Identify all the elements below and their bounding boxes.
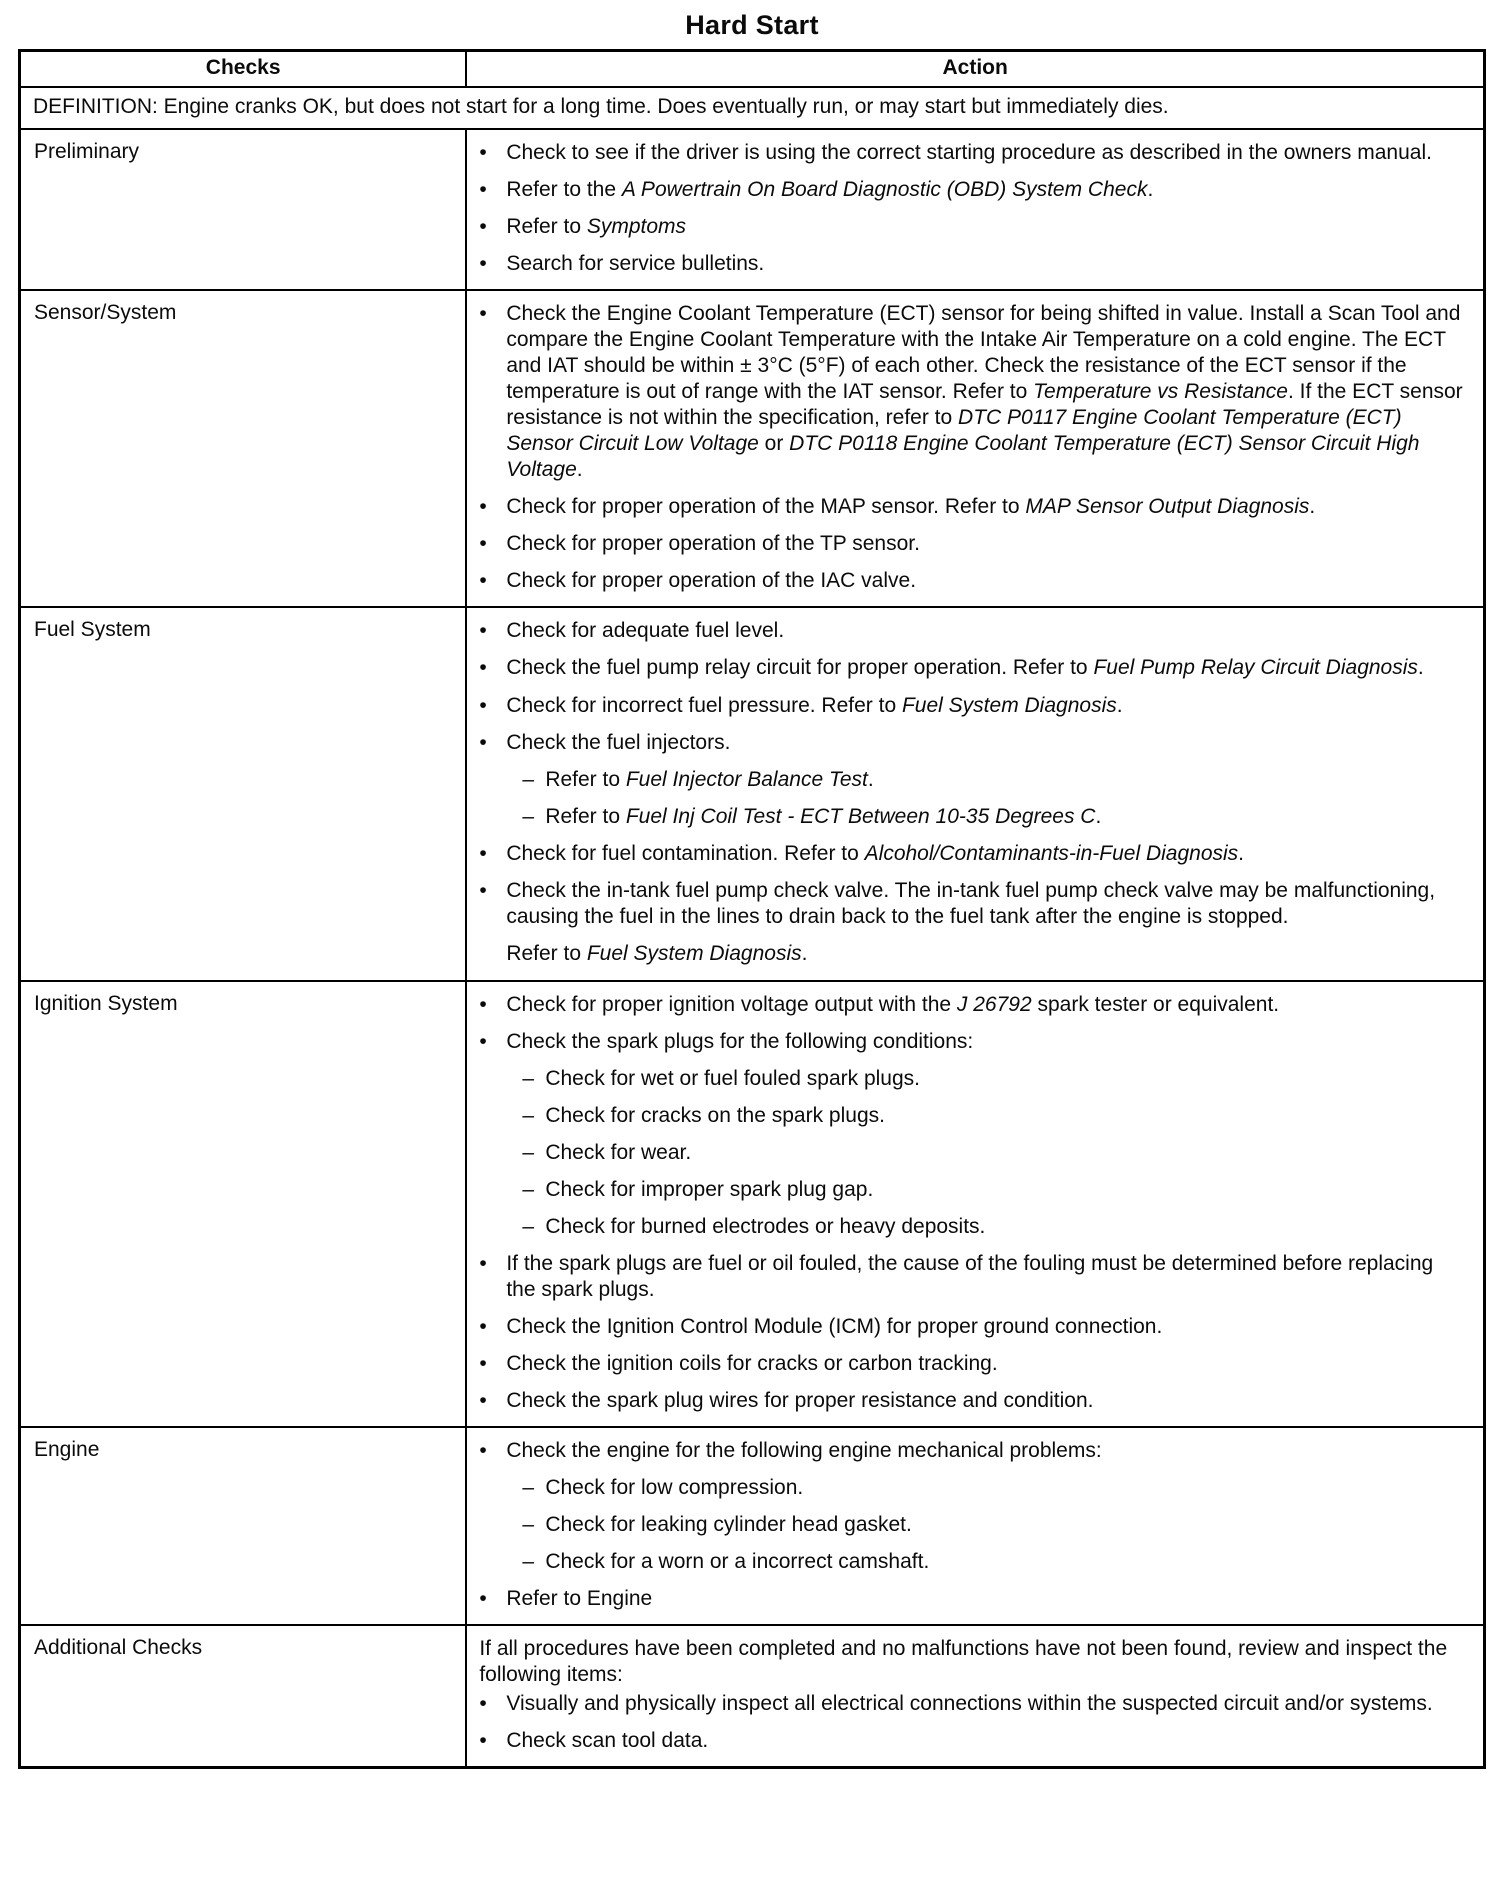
action-text: Check for improper spark plug gap.: [545, 1177, 874, 1201]
bullet-icon: •: [479, 1352, 487, 1376]
action-text: Check to see if the driver is using the correct starting procedure as described in the owners manual.: [506, 141, 1432, 164]
bullet-icon: •: [479, 1029, 487, 1053]
action-item: [479, 1586, 1467, 1612]
action-item: [479, 1691, 1467, 1717]
bullet-icon: •: [479, 693, 487, 717]
italic-reference: Fuel Pump Relay Circuit Diagnosis: [1093, 656, 1418, 680]
dash-icon: –: [522, 1140, 534, 1164]
bullet-icon: •: [479, 656, 487, 680]
action-item: [479, 177, 1467, 203]
table-row: [20, 607, 1485, 980]
action-text: Check for wear.: [545, 1140, 692, 1164]
action-text: Check the in-tank fuel pump check valve. The in-tank fuel pump check valve may be malfunctioning, causing the fuel in the lines to drain back to the fuel tank after the engine is stopped.: [506, 878, 1436, 928]
italic-reference: Alcohol/Contaminants-in-Fuel Diagnosis: [864, 841, 1239, 865]
action-item: [479, 531, 1467, 557]
action-item: [479, 1636, 1467, 1688]
action-text: Check the Engine Coolant Temperature (ECT) sensor for being shifted in value. Install a Scan Tool and compare the Engine Coolant Temperature with the Intake Air Temperature on a cold engine. The ECT and IAT should be within ± 3°C (5°F) of each other. Check the resistance of the ECT sensor if the temperature is out of range with the IAT sensor. Refer to Temperature vs Resistance. If the ECT sensor resistance is not within the specification, refer to DTC P0117 Engine Coolant Temperature (ECT) Sensor Circuit Low Voltage or DTC P0118 Engine Coolant Temperature (ECT) Sensor Circuit High Voltage.: [506, 302, 1463, 482]
italic-reference: Fuel Inj Coil Test - ECT Between 10-35 Degrees C: [625, 804, 1096, 828]
bullet-icon: •: [479, 569, 487, 593]
action-text: Check for incorrect fuel pressure. Refer to Fuel System Diagnosis.: [506, 693, 1123, 717]
dash-icon: –: [522, 1103, 534, 1127]
action-item: [479, 992, 1467, 1018]
action-text: Check the spark plugs for the following conditions:: [506, 1029, 974, 1053]
bullet-icon: •: [479, 992, 487, 1016]
action-item: [479, 1251, 1467, 1303]
definition-row: [20, 87, 1485, 129]
action-cell: [466, 290, 1484, 607]
column-header-checks: Checks: [20, 51, 467, 88]
action-cell: [466, 129, 1484, 290]
action-item: [479, 693, 1467, 719]
dash-icon: –: [522, 1214, 534, 1238]
action-sub-item: [522, 1214, 1467, 1240]
action-text: Check for proper operation of the TP sensor.: [506, 532, 920, 556]
header-row: [20, 51, 1485, 88]
italic-reference: A Powertrain On Board Diagnostic (OBD) System Check: [621, 178, 1148, 202]
dash-icon: –: [522, 1550, 534, 1574]
action-text: Check for low compression.: [545, 1476, 804, 1500]
dash-icon: –: [522, 1177, 534, 1201]
action-item: [479, 1029, 1467, 1055]
bullet-icon: •: [479, 141, 487, 164]
italic-reference: Temperature vs Resistance: [1033, 380, 1288, 404]
action-text: Visually and physically inspect all electrical connections within the suspected circuit and/or systems.: [506, 1692, 1433, 1716]
action-item: [479, 730, 1467, 756]
bullet-icon: •: [479, 215, 487, 239]
action-item: [479, 618, 1467, 644]
action-item: [479, 1388, 1467, 1414]
bullet-icon: •: [479, 1692, 487, 1716]
action-text: If the spark plugs are fuel or oil fouled, the cause of the fouling must be determined before replacing the spark plugs.: [506, 1251, 1434, 1301]
table-row: [20, 290, 1485, 607]
check-cell: Preliminary: [20, 129, 467, 290]
action-text: Check for a worn or a incorrect camshaft.: [545, 1550, 930, 1574]
action-text: Check for proper ignition voltage output with the J 26792 spark tester or equivalent.: [506, 992, 1280, 1016]
action-text: Check the ignition coils for cracks or carbon tracking.: [506, 1352, 998, 1376]
action-item: [479, 214, 1467, 240]
action-item: [479, 841, 1467, 867]
bullet-icon: •: [479, 252, 487, 276]
italic-reference: J 26792: [956, 992, 1032, 1016]
action-text: Refer to Engine: [506, 1587, 653, 1611]
action-text: If all procedures have been completed and no malfunctions have not been found, review and inspect the following items:: [479, 1637, 1448, 1687]
bullet-icon: •: [479, 532, 487, 556]
table-row: [20, 1427, 1485, 1625]
action-text: Refer to the A Powertrain On Board Diagnostic (OBD) System Check.: [506, 178, 1154, 202]
action-sub-item: [522, 1177, 1467, 1203]
action-item: [479, 655, 1467, 681]
dash-icon: –: [522, 767, 534, 791]
italic-reference: DTC P0117 Engine Coolant Temperature (ECT) Sensor Circuit Low Voltage: [506, 406, 1402, 456]
bullet-icon: •: [479, 178, 487, 202]
action-text: Check for leaking cylinder head gasket.: [545, 1513, 912, 1537]
hard-start-table: [18, 49, 1486, 1769]
check-cell: Fuel System: [20, 607, 467, 980]
action-text: Check scan tool data.: [506, 1729, 709, 1753]
definition-text: DEFINITION: Engine cranks OK, but does not start for a long time. Does eventually run, or may start but immediately dies.: [20, 87, 1485, 129]
bullet-icon: •: [479, 841, 487, 865]
check-cell: Additional Checks: [20, 1625, 467, 1768]
action-cell: [466, 1427, 1484, 1625]
action-sub-item: [522, 1066, 1467, 1092]
action-text: Check for wet or fuel fouled spark plugs.: [545, 1066, 921, 1090]
action-item: [479, 1438, 1467, 1464]
action-item: [479, 140, 1467, 166]
check-cell: Ignition System: [20, 981, 467, 1427]
action-item: [479, 1314, 1467, 1340]
action-item: [479, 1728, 1467, 1754]
action-item: [479, 301, 1467, 483]
italic-reference: Fuel Injector Balance Test: [625, 767, 868, 791]
dash-icon: –: [522, 804, 534, 828]
bullet-icon: •: [479, 1315, 487, 1339]
action-cell: [466, 1625, 1484, 1768]
check-cell: Sensor/System: [20, 290, 467, 607]
action-cell: [466, 607, 1484, 980]
bullet-icon: •: [479, 1439, 487, 1463]
action-text: Check the fuel pump relay circuit for proper operation. Refer to Fuel Pump Relay Circuit Diagnosis.: [506, 656, 1424, 680]
action-item: [479, 568, 1467, 594]
action-text: Check for burned electrodes or heavy deposits.: [545, 1214, 986, 1238]
bullet-icon: •: [479, 1729, 487, 1753]
action-sub-item: [522, 1512, 1467, 1538]
italic-reference: Fuel System Diagnosis: [586, 941, 802, 965]
action-text: Check for cracks on the spark plugs.: [545, 1103, 885, 1127]
table-body: [20, 129, 1485, 1768]
action-sub-item: [522, 767, 1467, 793]
action-item: [479, 878, 1467, 930]
action-text: Refer to Fuel Injector Balance Test.: [545, 767, 874, 791]
bullet-icon: •: [479, 619, 487, 643]
bullet-icon: •: [479, 730, 487, 754]
table-row: [20, 1625, 1485, 1768]
action-sub-item: [522, 1103, 1467, 1129]
action-text: Check for fuel contamination. Refer to Alcohol/Contaminants-in-Fuel Diagnosis.: [506, 841, 1245, 865]
action-text: Check for proper operation of the IAC valve.: [506, 569, 917, 593]
table-row: [20, 981, 1485, 1427]
action-item: [479, 494, 1467, 520]
bullet-icon: •: [479, 1587, 487, 1611]
action-text: Search for service bulletins.: [506, 252, 765, 276]
action-sub-item: [522, 1140, 1467, 1166]
action-text: Check the fuel injectors.: [506, 730, 731, 754]
italic-reference: DTC P0118 Engine Coolant Temperature (ECT) Sensor Circuit High Voltage: [506, 432, 1420, 482]
action-item: [479, 1351, 1467, 1377]
dash-icon: –: [522, 1476, 534, 1500]
dash-icon: –: [522, 1513, 534, 1537]
italic-reference: Symptoms: [586, 215, 687, 239]
action-item: [479, 941, 1467, 967]
bullet-icon: •: [479, 495, 487, 519]
dash-icon: –: [522, 1066, 534, 1090]
action-cell: [466, 981, 1484, 1427]
italic-reference: MAP Sensor Output Diagnosis: [1025, 495, 1310, 519]
action-text: Refer to Symptoms: [506, 215, 687, 239]
table-row: [20, 129, 1485, 290]
action-text: Check the Ignition Control Module (ICM) for proper ground connection.: [506, 1315, 1163, 1339]
action-sub-item: [522, 1549, 1467, 1575]
bullet-icon: •: [479, 1251, 487, 1275]
bullet-icon: •: [479, 302, 487, 326]
action-text: Check for adequate fuel level.: [506, 619, 785, 643]
action-text: Check the engine for the following engine mechanical problems:: [506, 1439, 1102, 1463]
action-text: Refer to Fuel Inj Coil Test - ECT Between 10-35 Degrees C.: [545, 804, 1102, 828]
italic-reference: Fuel System Diagnosis: [901, 693, 1117, 717]
bullet-icon: •: [479, 1389, 487, 1413]
action-text: Refer to Fuel System Diagnosis.: [506, 941, 808, 965]
action-sub-item: [522, 804, 1467, 830]
bullet-icon: •: [479, 878, 487, 902]
action-text: Check for proper operation of the MAP sensor. Refer to MAP Sensor Output Diagnosis.: [506, 495, 1316, 519]
action-sub-item: [522, 1475, 1467, 1501]
action-text: Check the spark plug wires for proper resistance and condition.: [506, 1389, 1094, 1413]
column-header-action: Action: [466, 51, 1484, 88]
page-title: Hard Start: [685, 10, 819, 40]
check-cell: Engine: [20, 1427, 467, 1625]
action-item: [479, 251, 1467, 277]
